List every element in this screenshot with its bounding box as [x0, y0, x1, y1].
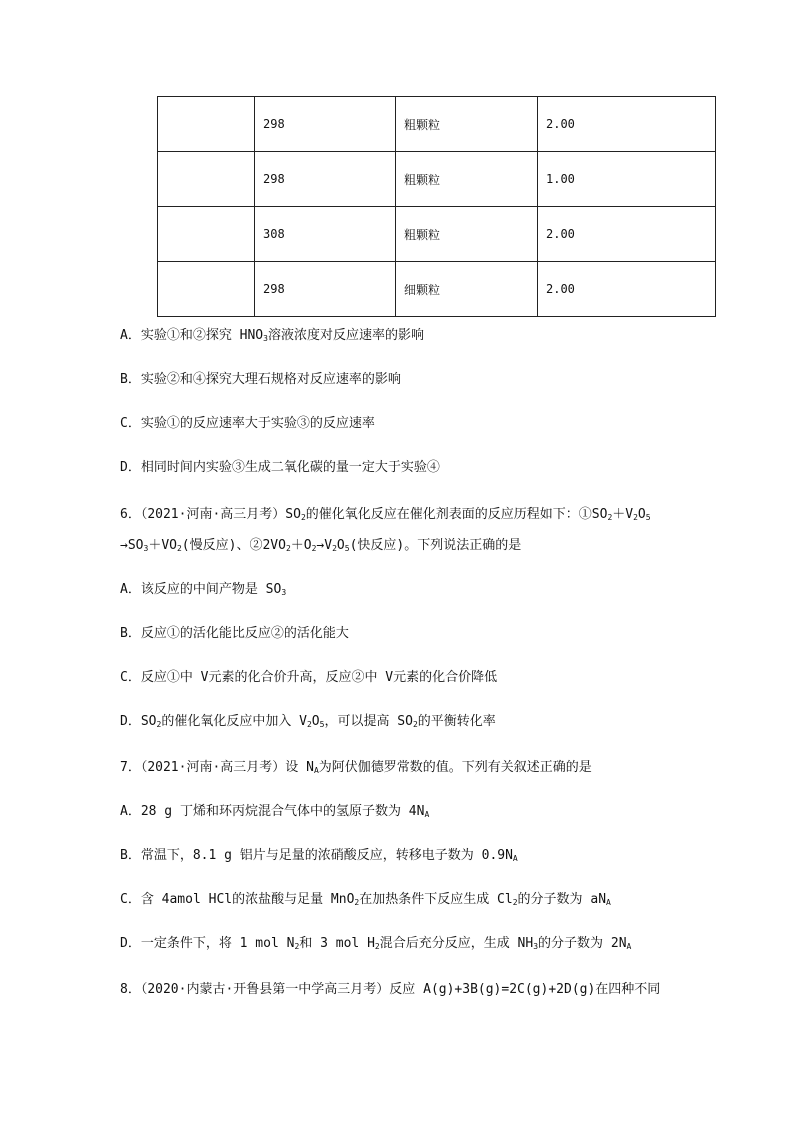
table-cell: 粗颗粒 — [396, 207, 538, 262]
q7-option-b: B．常温下，8.1 g 铝片与足量的浓硝酸反应，转移电子数为 $0.9N_A$ — [120, 848, 518, 863]
q7-option-a: A．28 g 丁烯和环丙烷混合气体中的氢原子数为 $4N_A$ — [120, 804, 430, 819]
table-cell: 2.00 — [538, 207, 716, 262]
table-cell: 细颗粒 — [396, 262, 538, 317]
table-row — [158, 97, 716, 152]
table-cell: 298 — [255, 262, 396, 317]
table-cell: 298 — [255, 152, 396, 207]
experiment-table — [157, 96, 716, 317]
table-cell: 298 — [255, 97, 396, 152]
q6-option-c: C．反应①中 V元素的化合价升高，反应②中 V元素的化合价降低 — [120, 670, 498, 685]
q6-stem-line2: $\to SO_3+VO_2$(慢反应)、$②2VO_2+O_2\to V_2O_5$(快反应)。下列说法正确的是 — [120, 538, 522, 553]
q5-option-b: B．实验②和④探究大理石规格对反应速率的影响 — [120, 372, 401, 387]
table-row — [158, 152, 716, 207]
q8-stem: 8．（2020·内蒙古·开鲁县第一中学高三月考）反应 A(g)+3B(g)=2C(g)+2D(g)在四种不同 — [120, 982, 661, 997]
q5-option-d: D．相同时间内实验③生成二氧化碳的量一定大于实验④ — [120, 460, 440, 475]
q6-option-a: A．该反应的中间产物是 $SO_3$ — [120, 582, 287, 597]
table-cell: 粗颗粒 — [396, 97, 538, 152]
table-cell — [158, 262, 255, 317]
q5-option-a: A．实验①和②探究 $HNO_3$溶液浓度对反应速率的影响 — [120, 328, 424, 343]
table-cell: 粗颗粒 — [396, 152, 538, 207]
q7-stem: 7．（2021·河南·高三月考）设 $N_A$为阿伏伽德罗常数的值。下列有关叙述正确的是 — [120, 760, 592, 775]
table-cell — [158, 207, 255, 262]
table-cell — [158, 152, 255, 207]
table-cell: 1.00 — [538, 152, 716, 207]
table-cell: 2.00 — [538, 262, 716, 317]
q6-stem-line1: 6．（2021·河南·高三月考）$SO_2$的催化氧化反应在催化剂表面的反应历程如下：$①SO_2+V_2O_5$ — [120, 507, 651, 522]
q7-option-c: C．含 4amol HCl的浓盐酸与足量 MnO$_2$在加热条件下反应生成 $Cl_2$的分子数为 $aN_A$ — [120, 892, 611, 907]
q7-option-d: D．一定条件下，将 1 mol $N_2$和 3 mol $H_2$混合后充分反应，生成 $NH_3$的分子数为 $2N_A$ — [120, 936, 632, 951]
q5-option-c: C．实验①的反应速率大于实验③的反应速率 — [120, 416, 375, 431]
table-cell: 308 — [255, 207, 396, 262]
q6-option-b: B．反应①的活化能比反应②的活化能大 — [120, 626, 349, 641]
table-cell: 2.00 — [538, 97, 716, 152]
table-cell — [158, 97, 255, 152]
table-row — [158, 262, 716, 317]
q6-option-d: D．$SO_2$的催化氧化反应中加入 $V_2O_5$，可以提高 $SO_2$的平衡转化率 — [120, 714, 496, 729]
table-row — [158, 207, 716, 262]
